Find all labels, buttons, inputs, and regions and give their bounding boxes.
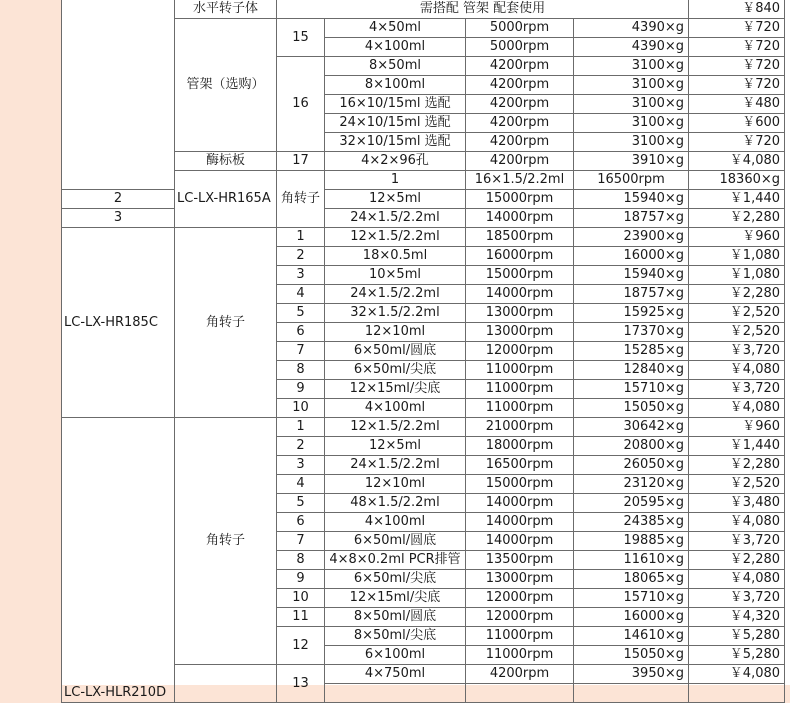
speed-cell[interactable]: 4200rpm xyxy=(466,76,574,95)
spec-cell[interactable]: 24×1.5/2.2ml xyxy=(325,285,466,304)
note-cell[interactable]: 需搭配 管架 配套使用 xyxy=(277,0,689,19)
price-cell[interactable]: ￥2,280 xyxy=(689,285,785,304)
spec-cell[interactable]: 4×100ml xyxy=(325,513,466,532)
rotor-type-cell[interactable] xyxy=(175,665,277,703)
price-cell[interactable]: ￥3,720 xyxy=(689,380,785,399)
price-cell[interactable]: ￥840 xyxy=(689,0,785,19)
force-cell[interactable]: 3100×g xyxy=(574,57,689,76)
speed-cell[interactable]: 13000rpm xyxy=(466,304,574,323)
speed-cell[interactable]: 11000rpm xyxy=(466,646,574,665)
spec-cell[interactable]: 4×8×0.2ml PCR排管 xyxy=(325,551,466,570)
speed-cell[interactable]: 11000rpm xyxy=(466,361,574,380)
spec-cell[interactable]: 8×50ml/圆底 xyxy=(325,608,466,627)
force-cell[interactable]: 12840×g xyxy=(574,361,689,380)
rotor-number-cell[interactable]: 9 xyxy=(277,380,325,399)
table-row xyxy=(62,209,785,228)
price-cell[interactable] xyxy=(689,684,785,703)
price-cell[interactable]: ￥4,080 xyxy=(689,152,785,171)
model-cell-empty[interactable] xyxy=(62,0,175,190)
speed-cell[interactable]: 4200rpm xyxy=(466,95,574,114)
speed-cell[interactable]: 18000rpm xyxy=(466,437,574,456)
force-cell[interactable]: 15050×g xyxy=(574,646,689,665)
rotor-number-cell[interactable]: 15 xyxy=(277,19,325,57)
price-cell[interactable]: ￥3,720 xyxy=(689,589,785,608)
table-row xyxy=(62,190,785,209)
spec-cell[interactable]: 12×15ml/尖底 xyxy=(325,589,466,608)
speed-cell[interactable]: 13000rpm xyxy=(466,570,574,589)
spec-cell[interactable]: 32×10/15ml 选配 xyxy=(325,133,466,152)
spec-cell[interactable]: 4×100ml xyxy=(325,38,466,57)
speed-cell[interactable]: 15000rpm xyxy=(466,190,574,209)
rotor-number-cell[interactable]: 2 xyxy=(277,437,325,456)
force-cell[interactable]: 15925×g xyxy=(574,304,689,323)
rotor-number-cell[interactable]: 8 xyxy=(277,551,325,570)
speed-cell[interactable]: 5000rpm xyxy=(466,38,574,57)
force-cell[interactable]: 3100×g xyxy=(574,114,689,133)
speed-cell[interactable]: 15000rpm xyxy=(466,266,574,285)
force-cell[interactable]: 15710×g xyxy=(574,589,689,608)
price-cell[interactable]: ￥720 xyxy=(689,38,785,57)
rotor-number-cell[interactable]: 7 xyxy=(277,532,325,551)
force-cell[interactable]: 3100×g xyxy=(574,133,689,152)
speed-cell[interactable]: 13000rpm xyxy=(466,323,574,342)
force-cell[interactable]: 17370×g xyxy=(574,323,689,342)
speed-cell[interactable]: 5000rpm xyxy=(466,19,574,38)
rotor-number-cell[interactable]: 3 xyxy=(277,266,325,285)
rotor-number-cell[interactable]: 13 xyxy=(277,665,325,703)
rotor-number-cell[interactable]: 6 xyxy=(277,323,325,342)
rotor-type-cell[interactable]: 角转子 xyxy=(277,171,325,228)
speed-cell[interactable]: 4200rpm xyxy=(466,57,574,76)
spec-cell[interactable]: 12×1.5/2.2ml xyxy=(325,418,466,437)
price-cell[interactable]: ￥960 xyxy=(689,418,785,437)
spec-cell[interactable]: 24×1.5/2.2ml xyxy=(325,209,466,228)
spec-cell[interactable]: 16×10/15ml 选配 xyxy=(325,95,466,114)
price-cell[interactable]: ￥720 xyxy=(689,57,785,76)
rotor-number-cell[interactable]: 4 xyxy=(277,285,325,304)
rotor-number-cell[interactable]: 12 xyxy=(277,627,325,665)
speed-cell[interactable]: 14000rpm xyxy=(466,494,574,513)
rotor-number-cell[interactable]: 10 xyxy=(277,399,325,418)
speed-cell[interactable]: 14000rpm xyxy=(466,532,574,551)
spec-cell[interactable]: 12×5ml xyxy=(325,437,466,456)
force-cell[interactable]: 24385×g xyxy=(574,513,689,532)
speed-cell[interactable]: 4200rpm xyxy=(466,152,574,171)
spec-cell[interactable]: 10×5ml xyxy=(325,266,466,285)
rotor-number-cell[interactable]: 16 xyxy=(277,57,325,152)
rotor-type-cell[interactable]: 角转子 xyxy=(175,228,277,418)
spec-cell[interactable]: 6×100ml xyxy=(325,646,466,665)
rotor-type-cell[interactable]: 酶标板 xyxy=(175,152,277,171)
spec-cell[interactable]: 8×50ml/尖底 xyxy=(325,627,466,646)
spec-cell[interactable]: 6×50ml/尖底 xyxy=(325,361,466,380)
force-cell[interactable]: 4390×g xyxy=(574,19,689,38)
price-cell[interactable]: ￥5,280 xyxy=(689,627,785,646)
price-cell[interactable]: ￥2,280 xyxy=(689,209,785,228)
price-cell[interactable]: ￥4,080 xyxy=(689,361,785,380)
rotor-type-cell[interactable]: 管架（选购） xyxy=(175,19,277,152)
speed-cell[interactable]: 12000rpm xyxy=(466,589,574,608)
price-cell[interactable]: ￥1,440 xyxy=(689,190,785,209)
speed-cell[interactable]: 11000rpm xyxy=(466,399,574,418)
force-cell[interactable]: 3100×g xyxy=(574,95,689,114)
rotor-type-cell[interactable]: 角转子 xyxy=(175,418,277,665)
force-cell[interactable]: 4390×g xyxy=(574,38,689,57)
spec-cell[interactable]: 16×1.5/2.2ml xyxy=(466,171,574,190)
rotor-number-cell[interactable]: 3 xyxy=(277,456,325,475)
spreadsheet-area xyxy=(61,0,790,700)
rotor-number-cell[interactable]: 2 xyxy=(277,247,325,266)
price-cell[interactable]: ￥720 xyxy=(689,19,785,38)
speed-cell[interactable]: 4200rpm xyxy=(466,114,574,133)
price-cell[interactable]: ￥1,440 xyxy=(689,437,785,456)
price-cell[interactable]: ￥4,320 xyxy=(689,608,785,627)
price-cell[interactable]: ￥2,280 xyxy=(689,551,785,570)
spec-cell[interactable]: 12×5ml xyxy=(325,190,466,209)
force-cell[interactable]: 3950×g xyxy=(574,665,689,684)
spec-cell[interactable]: 18×0.5ml xyxy=(325,247,466,266)
force-cell[interactable]: 19885×g xyxy=(574,532,689,551)
price-cell[interactable]: ￥4,080 xyxy=(689,665,785,684)
spec-cell[interactable]: 48×1.5/2.2ml xyxy=(325,494,466,513)
spec-cell[interactable]: 6×50ml/尖底 xyxy=(325,570,466,589)
speed-cell[interactable]: 11000rpm xyxy=(466,380,574,399)
speed-cell[interactable]: 11000rpm xyxy=(466,627,574,646)
price-cell[interactable]: ￥2,520 xyxy=(689,475,785,494)
speed-cell[interactable]: 21000rpm xyxy=(466,418,574,437)
speed-cell[interactable]: 15000rpm xyxy=(466,475,574,494)
spec-cell[interactable]: 12×10ml xyxy=(325,475,466,494)
force-cell[interactable]: 3100×g xyxy=(574,76,689,95)
spec-cell[interactable]: 8×50ml xyxy=(325,57,466,76)
force-cell[interactable]: 15940×g xyxy=(574,190,689,209)
price-cell[interactable]: ￥960 xyxy=(689,228,785,247)
price-cell[interactable]: ￥600 xyxy=(689,114,785,133)
price-cell[interactable]: ￥5,280 xyxy=(689,646,785,665)
price-cell[interactable]: ￥3,720 xyxy=(689,532,785,551)
force-cell[interactable]: 26050×g xyxy=(574,456,689,475)
rotor-number-cell[interactable]: 10 xyxy=(277,589,325,608)
force-cell[interactable]: 18757×g xyxy=(574,285,689,304)
force-cell[interactable]: 14610×g xyxy=(574,627,689,646)
rotor-number-cell[interactable]: 9 xyxy=(277,570,325,589)
speed-cell[interactable]: 13500rpm xyxy=(466,551,574,570)
speed-cell[interactable]: 18500rpm xyxy=(466,228,574,247)
speed-cell[interactable]: 14000rpm xyxy=(466,285,574,304)
force-cell[interactable]: 16000×g xyxy=(574,247,689,266)
spec-cell[interactable]: 4×2×96孔 xyxy=(325,152,466,171)
rotor-number-cell[interactable]: 1 xyxy=(277,418,325,437)
force-cell[interactable]: 15050×g xyxy=(574,399,689,418)
spec-cell[interactable]: 8×100ml xyxy=(325,76,466,95)
speed-cell[interactable]: 14000rpm xyxy=(466,209,574,228)
force-cell[interactable]: 18360×g xyxy=(689,171,785,190)
rotor-number-cell[interactable]: 8 xyxy=(277,361,325,380)
price-cell[interactable]: ￥2,520 xyxy=(689,323,785,342)
price-cell[interactable]: ￥1,080 xyxy=(689,247,785,266)
model-cell[interactable]: LC-LX-HLR210D xyxy=(62,418,175,703)
table-row xyxy=(62,418,785,437)
speed-cell[interactable]: 14000rpm xyxy=(466,513,574,532)
price-cell[interactable]: ￥720 xyxy=(689,133,785,152)
rotor-number-cell[interactable]: 5 xyxy=(277,494,325,513)
price-cell[interactable]: ￥3,480 xyxy=(689,494,785,513)
speed-cell[interactable] xyxy=(466,684,574,703)
price-cell[interactable]: ￥2,280 xyxy=(689,456,785,475)
force-cell[interactable]: 20800×g xyxy=(574,437,689,456)
rotor-number-cell[interactable]: 11 xyxy=(277,608,325,627)
price-cell[interactable]: ￥3,720 xyxy=(689,342,785,361)
force-cell[interactable]: 23120×g xyxy=(574,475,689,494)
force-cell[interactable]: 15710×g xyxy=(574,380,689,399)
rotor-number-cell[interactable]: 6 xyxy=(277,513,325,532)
price-cell[interactable]: ￥2,520 xyxy=(689,304,785,323)
force-cell[interactable]: 11610×g xyxy=(574,551,689,570)
price-cell[interactable]: ￥4,080 xyxy=(689,570,785,589)
spec-cell[interactable] xyxy=(325,684,466,703)
rotor-number-cell[interactable]: 5 xyxy=(277,304,325,323)
model-cell[interactable]: LC-LX-HR185C xyxy=(62,228,175,418)
price-cell[interactable]: ￥1,080 xyxy=(689,266,785,285)
price-cell[interactable]: ￥720 xyxy=(689,76,785,95)
speed-cell[interactable]: 12000rpm xyxy=(466,342,574,361)
speed-cell[interactable]: 16000rpm xyxy=(466,247,574,266)
price-cell[interactable]: ￥480 xyxy=(689,95,785,114)
rotor-number-cell[interactable]: 7 xyxy=(277,342,325,361)
force-cell[interactable]: 18757×g xyxy=(574,209,689,228)
spec-cell[interactable]: 12×15ml/尖底 xyxy=(325,380,466,399)
speed-cell[interactable]: 12000rpm xyxy=(466,608,574,627)
spec-cell[interactable]: 24×10/15ml 选配 xyxy=(325,114,466,133)
spec-cell[interactable]: 4×50ml xyxy=(325,19,466,38)
force-cell[interactable]: 15940×g xyxy=(574,266,689,285)
rotor-number-cell[interactable]: 2 xyxy=(62,190,175,209)
spec-cell[interactable]: 4×750ml xyxy=(325,665,466,684)
force-cell[interactable]: 16000×g xyxy=(574,608,689,627)
rotor-number-cell[interactable]: 17 xyxy=(277,152,325,171)
rotor-number-cell[interactable]: 1 xyxy=(277,228,325,247)
table-row xyxy=(62,228,785,247)
price-cell[interactable]: ￥4,080 xyxy=(689,513,785,532)
speed-cell[interactable]: 4200rpm xyxy=(466,133,574,152)
rotor-type-cell[interactable]: 水平转子体 xyxy=(175,0,277,19)
spec-cell[interactable]: 12×10ml xyxy=(325,323,466,342)
speed-cell[interactable]: 16500rpm xyxy=(466,456,574,475)
speed-cell[interactable]: 4200rpm xyxy=(466,665,574,684)
price-cell[interactable]: ￥4,080 xyxy=(689,399,785,418)
force-cell[interactable]: 15285×g xyxy=(574,342,689,361)
force-cell[interactable] xyxy=(574,684,689,703)
force-cell[interactable]: 3910×g xyxy=(574,152,689,171)
spec-cell[interactable]: 24×1.5/2.2ml xyxy=(325,456,466,475)
spec-cell[interactable]: 6×50ml/圆底 xyxy=(325,532,466,551)
spec-cell[interactable]: 32×1.5/2.2ml xyxy=(325,304,466,323)
price-table xyxy=(61,0,785,703)
force-cell[interactable]: 23900×g xyxy=(574,228,689,247)
force-cell[interactable]: 30642×g xyxy=(574,418,689,437)
rotor-number-cell[interactable]: 4 xyxy=(277,475,325,494)
speed-cell[interactable]: 16500rpm xyxy=(574,171,689,190)
model-cell[interactable]: LC-LX-HR165A xyxy=(175,171,277,228)
header-row xyxy=(62,0,785,19)
rotor-number-cell[interactable]: 3 xyxy=(62,209,175,228)
spec-cell[interactable]: 12×1.5/2.2ml xyxy=(325,228,466,247)
force-cell[interactable]: 20595×g xyxy=(574,494,689,513)
force-cell[interactable]: 18065×g xyxy=(574,570,689,589)
rotor-number-cell[interactable]: 1 xyxy=(325,171,466,190)
spec-cell[interactable]: 6×50ml/圆底 xyxy=(325,342,466,361)
spec-cell[interactable]: 4×100ml xyxy=(325,399,466,418)
